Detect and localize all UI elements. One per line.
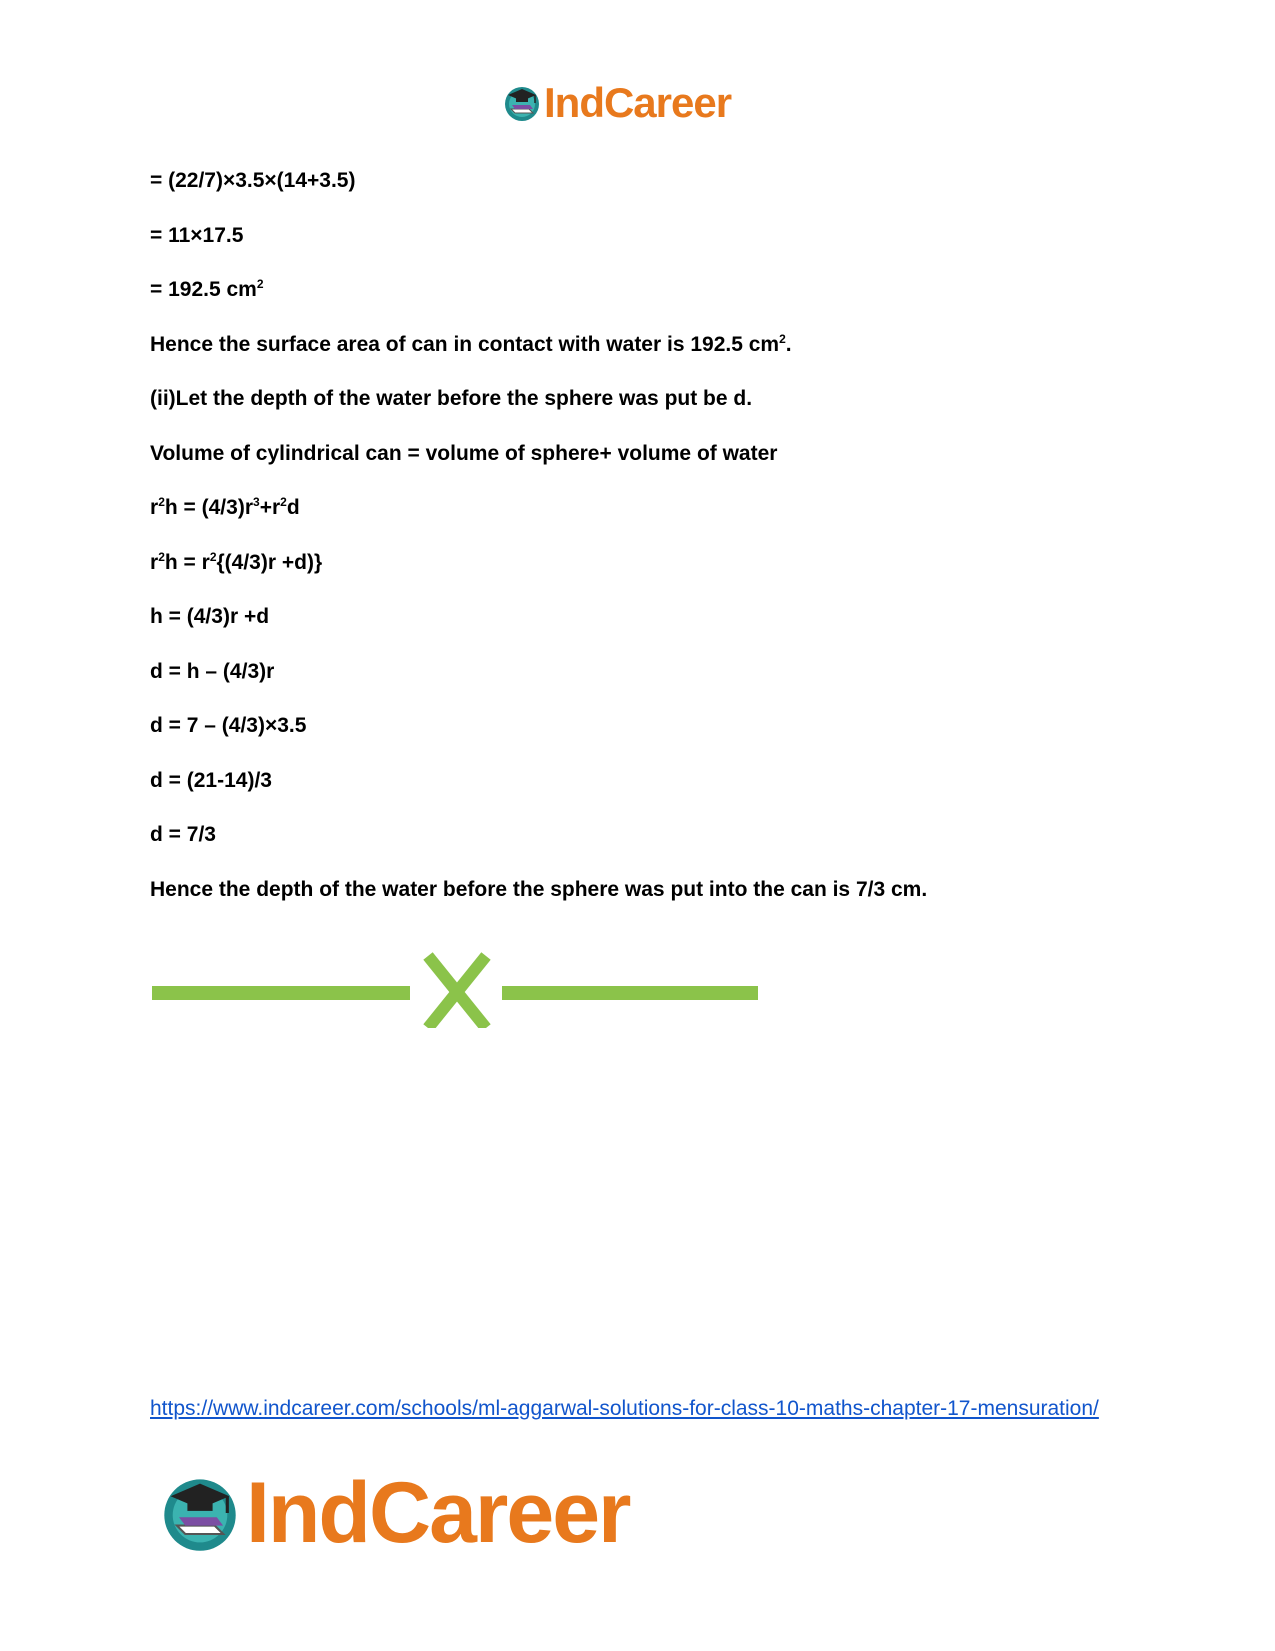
graduation-cap-icon xyxy=(158,1471,242,1555)
solution-line xyxy=(150,879,927,900)
solution-line xyxy=(150,606,269,627)
solution-line xyxy=(150,824,216,845)
text-run: h = r xyxy=(164,550,210,574)
logo-wordmark: IndCareer xyxy=(246,1465,630,1561)
solution-line xyxy=(150,497,300,518)
text-run: h = (4/3)r +d xyxy=(150,605,270,628)
section-divider xyxy=(150,948,760,1028)
text-run: Volume of cylindrical can = volume of sphere+ volume of water xyxy=(150,441,778,465)
text-run: = 192.5 cm xyxy=(150,278,257,301)
superscript: 3 xyxy=(253,495,260,509)
footer-logo xyxy=(158,1465,630,1561)
solution-line xyxy=(150,549,323,574)
solution-line xyxy=(150,661,274,682)
text-run: = 11×17.5 xyxy=(150,223,244,247)
superscript: 2 xyxy=(779,331,786,346)
source-url-link[interactable]: https://www.indcareer.com/schools/ml-aggarwal-solutions-for-class-10-maths-chapter-17-mensuration/ xyxy=(150,1397,1099,1420)
text-run: d = 7 – (4/3)×3.5 xyxy=(150,714,307,737)
solution-line xyxy=(150,388,752,409)
text-run: d = (21-14)/3 xyxy=(150,768,272,792)
solution-line xyxy=(150,715,306,736)
solution-line xyxy=(150,279,264,300)
text-run: Hence the surface area of can in contact with water is 192.5 cm xyxy=(150,332,780,356)
graduation-cap-icon xyxy=(502,83,542,123)
divider-left-bar xyxy=(152,986,410,1000)
superscript: 2 xyxy=(158,495,165,509)
text-run: . xyxy=(785,332,792,356)
divider-right-bar xyxy=(502,986,758,1000)
solution-line xyxy=(150,225,243,246)
text-run: Hence the depth of the water before the sphere was put into the can is 7/3 cm. xyxy=(150,877,928,901)
superscript: 2 xyxy=(158,549,165,564)
text-run: d = h – (4/3)r xyxy=(150,659,275,683)
text-run: d xyxy=(286,496,300,519)
text-run: r xyxy=(150,496,159,519)
text-run: {(4/3)r +d)} xyxy=(216,550,323,574)
logo-wordmark: IndCareer xyxy=(544,79,732,126)
superscript: 2 xyxy=(256,277,264,291)
text-run: d = 7/3 xyxy=(150,823,216,846)
solution-line xyxy=(150,331,792,356)
text-run: = (22/7)×3.5×(14+3.5) xyxy=(150,169,356,192)
solution-line xyxy=(150,170,355,191)
superscript: 2 xyxy=(280,495,287,509)
text-run: r xyxy=(150,550,159,574)
text-run: +r xyxy=(259,496,281,519)
solution-line xyxy=(150,770,272,791)
text-run: h = (4/3)r xyxy=(164,496,253,519)
header-logo xyxy=(502,78,731,128)
solution-line xyxy=(150,443,777,464)
text-run: (ii)Let the depth of the water before the sphere was put be d. xyxy=(150,387,753,410)
superscript: 2 xyxy=(209,549,217,564)
